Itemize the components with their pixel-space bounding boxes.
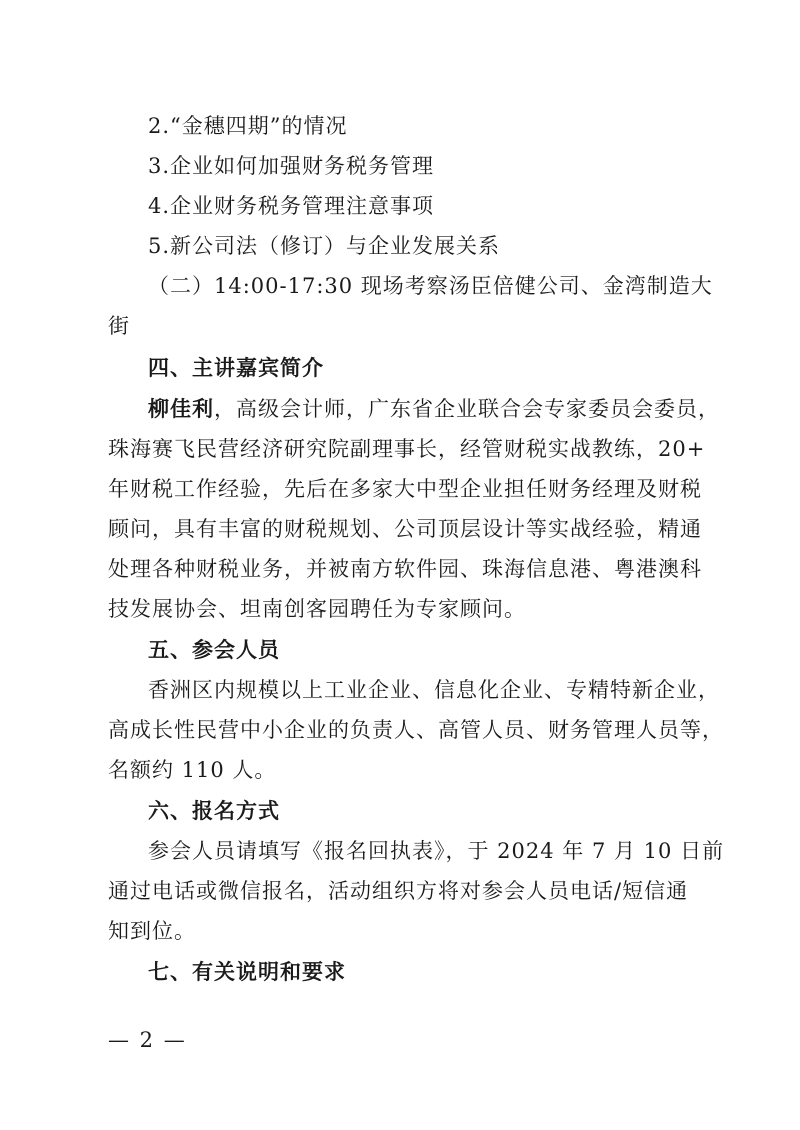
agenda-item-4: 4.企业财务税务管理注意事项 — [148, 194, 435, 218]
registration-line3: 知到位。 — [108, 919, 196, 943]
attendees-line1: 香洲区内规模以上工业企业、信息化企业、专精特新企业， — [148, 678, 720, 702]
agenda-item-3: 3.企业如何加强财务税务管理 — [148, 154, 435, 178]
speaker-bio-line1-text: ，高级会计师，广东省企业联合会专家委员会委员， — [214, 397, 720, 421]
section6-heading: 六、报名方式 — [148, 799, 280, 823]
agenda-item-5: 5.新公司法（修订）与企业发展关系 — [148, 234, 501, 258]
speaker-bio-line1 — [148, 395, 720, 423]
agenda-item-2: 2.“金穗四期”的情况 — [148, 114, 348, 138]
afternoon-schedule-line1: （二）14:00-17:30 现场考察汤臣倍健公司、金湾制造大 — [148, 274, 713, 298]
speaker-name: 柳佳利 — [148, 397, 214, 421]
registration-line2: 通过电话或微信报名，活动组织方将对参会人员电话/短信通 — [108, 879, 689, 903]
page-number: — 2 — — [108, 1028, 187, 1052]
speaker-bio-line2: 珠海赛飞民营经济研究院副理事长，经管财税实战教练，20+ — [108, 437, 706, 461]
section5-heading: 五、参会人员 — [148, 638, 280, 662]
attendees-line3: 名额约 110 人。 — [108, 758, 277, 782]
speaker-bio-line5: 处理各种财税业务，并被南方软件园、珠海信息港、粤港澳科 — [108, 557, 702, 581]
speaker-bio-line4: 顾问，具有丰富的财税规划、公司顶层设计等实战经验，精通 — [108, 517, 702, 541]
speaker-bio-line6: 技发展协会、坦南创客园聘任为专家顾问。 — [108, 597, 526, 621]
section7-heading: 七、有关说明和要求 — [148, 960, 346, 984]
afternoon-schedule-line2: 街 — [108, 314, 130, 338]
section4-heading: 四、主讲嘉宾简介 — [148, 356, 324, 380]
attendees-line2: 高成长性民营中小企业的负责人、高管人员、财务管理人员等， — [108, 718, 724, 742]
registration-line1: 参会人员请填写《报名回执表》，于 2024 年 7 月 10 日前 — [148, 839, 725, 863]
speaker-bio-line3: 年财税工作经验，先后在多家大中型企业担任财务经理及财税 — [108, 477, 702, 501]
